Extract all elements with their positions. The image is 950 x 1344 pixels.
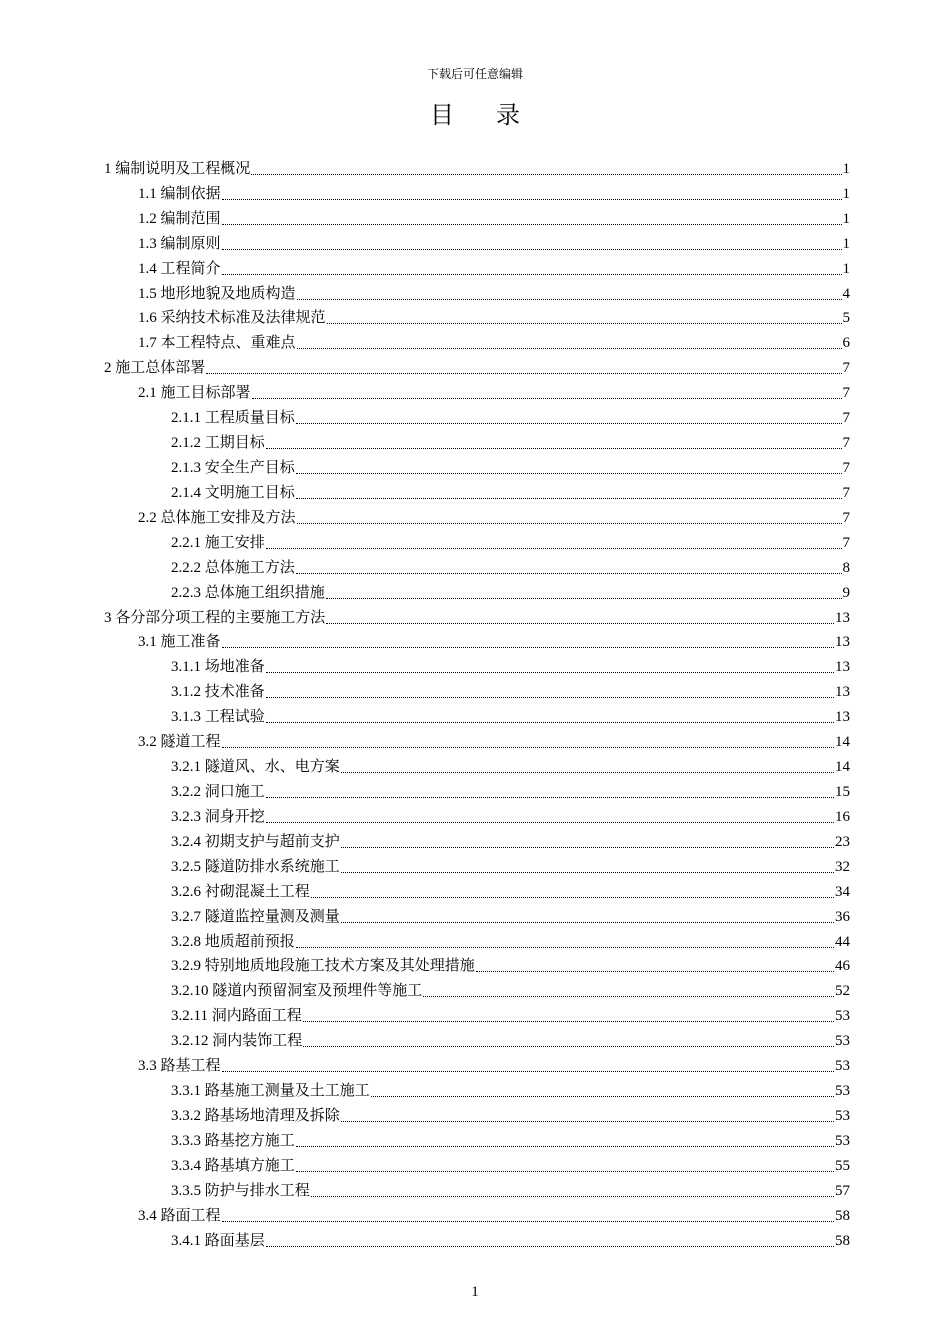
- toc-entry-title: 2.1.1 工程质量目标: [171, 410, 295, 427]
- toc-entry[interactable]: [0, 279, 950, 304]
- toc-entry[interactable]: [0, 1076, 950, 1101]
- toc-entry[interactable]: [0, 1201, 950, 1226]
- toc-entry-page: 13: [835, 659, 850, 676]
- toc-entry[interactable]: [0, 802, 950, 827]
- toc-dot-leader: [266, 1246, 834, 1247]
- toc-entry-title: 3.2.3 洞身开挖: [171, 808, 265, 825]
- toc-entry[interactable]: [0, 877, 950, 902]
- toc-dot-leader: [266, 822, 834, 823]
- toc-entry[interactable]: [0, 677, 950, 702]
- toc-entry[interactable]: [0, 378, 950, 403]
- toc-entry-title: 3 各分部分项工程的主要施工方法: [104, 609, 326, 626]
- toc-dot-leader: [252, 398, 842, 399]
- toc-dot-leader: [303, 1046, 834, 1047]
- toc-entry[interactable]: [0, 727, 950, 752]
- toc-entry[interactable]: [0, 1001, 950, 1026]
- toc-entry-title: 3.4.1 路面基层: [171, 1232, 265, 1249]
- toc-entry[interactable]: [0, 154, 950, 179]
- toc-dot-leader: [222, 274, 842, 275]
- toc-entry-title: 3.1.3 工程试验: [171, 709, 265, 726]
- toc-dot-leader: [251, 174, 841, 175]
- toc-entry[interactable]: [0, 652, 950, 677]
- toc-entry-title: 3.2.4 初期支护与超前支护: [171, 833, 340, 850]
- toc-entry[interactable]: [0, 777, 950, 802]
- toc-entry[interactable]: [0, 927, 950, 952]
- toc-entry-page: 53: [835, 1058, 850, 1075]
- toc-entry-title: 3.3.3 路基挖方施工: [171, 1132, 295, 1149]
- toc-entry[interactable]: [0, 304, 950, 329]
- toc-dot-leader: [222, 249, 842, 250]
- toc-dot-leader: [326, 623, 834, 624]
- toc-entry[interactable]: [0, 528, 950, 553]
- toc-entry-page: 9: [842, 584, 850, 601]
- toc-entry-page: 53: [835, 1033, 850, 1050]
- toc-entry-title: 2.1.4 文明施工目标: [171, 484, 295, 501]
- toc-entry-page: 14: [835, 759, 850, 776]
- toc-entry-page: 7: [842, 509, 850, 526]
- toc-dot-leader: [296, 947, 834, 948]
- toc-entry-title: 3.2.1 隧道风、水、电方案: [171, 759, 340, 776]
- toc-entry[interactable]: [0, 403, 950, 428]
- toc-entry-page: 7: [842, 360, 850, 377]
- toc-entry[interactable]: [0, 328, 950, 353]
- toc-entry[interactable]: [0, 752, 950, 777]
- toc-entry-page: 46: [835, 958, 850, 975]
- toc-entry-page: 1: [842, 185, 850, 202]
- toc-dot-leader: [423, 996, 834, 997]
- toc-entry-page: 7: [842, 385, 850, 402]
- page-number: 1: [471, 1284, 479, 1300]
- toc-entry[interactable]: [0, 603, 950, 628]
- toc-entry-page: 7: [842, 484, 850, 501]
- toc-entry-page: 32: [835, 858, 850, 875]
- toc-entry-title: 3.2.10 隧道内预留洞室及预埋件等施工: [171, 983, 423, 1000]
- toc-dot-leader: [296, 1146, 834, 1147]
- toc-entry-title: 2.2.1 施工安排: [171, 534, 265, 551]
- toc-entry-page: 7: [842, 459, 850, 476]
- toc-entry-title: 3.2.11 洞内路面工程: [171, 1008, 302, 1025]
- toc-entry-title: 3.2.6 衬砌混凝土工程: [171, 883, 310, 900]
- toc-entry-page: 15: [835, 783, 850, 800]
- toc-entry[interactable]: [0, 1151, 950, 1176]
- toc-entry-page: 13: [835, 634, 850, 651]
- toc-entry-title: 3.2.12 洞内装饰工程: [171, 1033, 303, 1050]
- toc-entry-title: 2.2.2 总体施工方法: [171, 559, 295, 576]
- toc-dot-leader: [341, 872, 834, 873]
- toc-entry[interactable]: [0, 952, 950, 977]
- toc-dot-leader: [311, 897, 834, 898]
- toc-dot-leader: [222, 1221, 834, 1222]
- toc-entry-page: 53: [835, 1083, 850, 1100]
- toc-entry-title: 2.1.3 安全生产目标: [171, 459, 295, 476]
- toc-entry-page: 58: [835, 1207, 850, 1224]
- toc-dot-leader: [303, 1021, 834, 1022]
- toc-dot-leader: [296, 1171, 834, 1172]
- toc-entry-title: 1 编制说明及工程概况: [104, 160, 251, 177]
- toc-entry-page: 16: [835, 808, 850, 825]
- toc-entry-title: 3.1.2 技术准备: [171, 684, 265, 701]
- toc-entry-title: 3.1.1 场地准备: [171, 659, 265, 676]
- toc-entry-title: 3.2.7 隧道监控量测及测量: [171, 908, 340, 925]
- toc-entry-page: 1: [842, 210, 850, 227]
- toc-entry-page: 52: [835, 983, 850, 1000]
- toc-entry-title: 2 施工总体部署: [104, 360, 206, 377]
- toc-entry[interactable]: [0, 179, 950, 204]
- toc-dot-leader: [222, 747, 834, 748]
- toc-entry-title: 3.2 隧道工程: [138, 734, 221, 751]
- toc-entry[interactable]: [0, 229, 950, 254]
- toc-entry[interactable]: [0, 902, 950, 927]
- toc-dot-leader: [297, 348, 842, 349]
- toc-dot-leader: [266, 548, 842, 549]
- toc-entry[interactable]: [0, 428, 950, 453]
- toc-entry-page: 1: [842, 260, 850, 277]
- toc-dot-leader: [297, 523, 842, 524]
- toc-entry-title: 2.1 施工目标部署: [138, 385, 251, 402]
- toc-entry-title: 3.2.8 地质超前预报: [171, 933, 295, 950]
- toc-dot-leader: [341, 922, 834, 923]
- toc-entry[interactable]: [0, 1051, 950, 1076]
- toc-entry-title: 3.3.2 路基场地清理及拆除: [171, 1107, 340, 1124]
- toc-dot-leader: [371, 1096, 834, 1097]
- toc-dot-leader: [341, 1121, 834, 1122]
- toc-entry-page: 53: [835, 1132, 850, 1149]
- toc-dot-leader: [222, 1071, 834, 1072]
- toc-dot-leader: [327, 323, 842, 324]
- toc-dot-leader: [222, 647, 834, 648]
- toc-dot-leader: [326, 598, 842, 599]
- toc-entry-page: 23: [835, 833, 850, 850]
- toc-entry-page: 4: [842, 285, 850, 302]
- toc-dot-leader: [266, 797, 834, 798]
- toc-entry-page: 53: [835, 1107, 850, 1124]
- toc-entry[interactable]: [0, 353, 950, 378]
- toc-entry-page: 13: [835, 709, 850, 726]
- toc-dot-leader: [296, 423, 842, 424]
- toc-entry[interactable]: [0, 1126, 950, 1151]
- toc-entry-page: 7: [842, 534, 850, 551]
- toc-entry-page: 5: [842, 310, 850, 327]
- toc-entry[interactable]: [0, 1101, 950, 1126]
- toc-entry-title: 2.2 总体施工安排及方法: [138, 509, 296, 526]
- toc-entry-title: 1.3 编制原则: [138, 235, 221, 252]
- toc-entry-page: 7: [842, 435, 850, 452]
- toc-entry-page: 13: [835, 609, 850, 626]
- toc-dot-leader: [311, 1196, 834, 1197]
- toc-entry-title: 1.4 工程简介: [138, 260, 221, 277]
- toc-dot-leader: [222, 224, 842, 225]
- toc-entry-title: 3.3 路基工程: [138, 1058, 221, 1075]
- table-of-contents: [0, 154, 950, 1251]
- toc-dot-leader: [296, 473, 842, 474]
- toc-entry[interactable]: [0, 204, 950, 229]
- toc-entry-title: 3.3.4 路基填方施工: [171, 1157, 295, 1174]
- toc-entry-page: 1: [842, 235, 850, 252]
- toc-entry[interactable]: [0, 578, 950, 603]
- toc-entry[interactable]: [0, 553, 950, 578]
- toc-entry[interactable]: [0, 1026, 950, 1051]
- toc-entry[interactable]: [0, 453, 950, 478]
- toc-dot-leader: [296, 573, 842, 574]
- toc-entry-title: 1.5 地形地貌及地质构造: [138, 285, 296, 302]
- toc-entry-page: 55: [835, 1157, 850, 1174]
- toc-title: 目 录: [430, 103, 538, 129]
- toc-entry-title: 3.2.9 特别地质地段施工技术方案及其处理措施: [171, 958, 475, 975]
- toc-dot-leader: [476, 971, 834, 972]
- toc-dot-leader: [266, 448, 842, 449]
- toc-dot-leader: [266, 722, 834, 723]
- toc-dot-leader: [341, 772, 834, 773]
- toc-entry[interactable]: [0, 628, 950, 653]
- toc-entry-title: 1.2 编制范围: [138, 210, 221, 227]
- toc-entry-title: 1.6 采纳技术标准及法律规范: [138, 310, 326, 327]
- toc-entry-title: 3.4 路面工程: [138, 1207, 221, 1224]
- toc-entry[interactable]: [0, 254, 950, 279]
- toc-entry[interactable]: [0, 478, 950, 503]
- toc-dot-leader: [206, 373, 841, 374]
- toc-entry-page: 57: [835, 1182, 850, 1199]
- toc-dot-leader: [341, 847, 834, 848]
- toc-entry-title: 3.2.2 洞口施工: [171, 783, 265, 800]
- header-note: 下载后可任意编辑: [426, 67, 523, 81]
- toc-entry-page: 34: [835, 883, 850, 900]
- toc-entry-title: 3.2.5 隧道防排水系统施工: [171, 858, 340, 875]
- toc-entry-page: 14: [835, 734, 850, 751]
- toc-entry-page: 58: [835, 1232, 850, 1249]
- toc-entry[interactable]: [0, 976, 950, 1001]
- toc-dot-leader: [296, 498, 842, 499]
- toc-entry-title: 3.3.5 防护与排水工程: [171, 1182, 310, 1199]
- toc-entry[interactable]: [0, 1176, 950, 1201]
- toc-entry[interactable]: [0, 852, 950, 877]
- toc-entry-title: 2.2.3 总体施工组织措施: [171, 584, 325, 601]
- toc-dot-leader: [297, 299, 842, 300]
- toc-entry-page: 13: [835, 684, 850, 701]
- toc-entry-page: 36: [835, 908, 850, 925]
- toc-entry-page: 8: [842, 559, 850, 576]
- toc-entry-title: 1.7 本工程特点、重难点: [138, 335, 296, 352]
- toc-entry[interactable]: [0, 827, 950, 852]
- toc-dot-leader: [266, 672, 834, 673]
- toc-entry-title: 3.3.1 路基施工测量及土工施工: [171, 1083, 370, 1100]
- toc-entry-page: 6: [842, 335, 850, 352]
- toc-entry-page: 7: [842, 410, 850, 427]
- toc-dot-leader: [222, 199, 842, 200]
- toc-entry[interactable]: [0, 702, 950, 727]
- toc-entry-page: 1: [842, 160, 850, 177]
- toc-entry[interactable]: [0, 503, 950, 528]
- toc-entry-title: 3.1 施工准备: [138, 634, 221, 651]
- toc-entry-page: 44: [835, 933, 850, 950]
- toc-entry-page: 53: [835, 1008, 850, 1025]
- toc-dot-leader: [266, 697, 834, 698]
- toc-entry-title: 2.1.2 工期目标: [171, 435, 265, 452]
- toc-entry-title: 1.1 编制依据: [138, 185, 221, 202]
- toc-entry[interactable]: [0, 1226, 950, 1251]
